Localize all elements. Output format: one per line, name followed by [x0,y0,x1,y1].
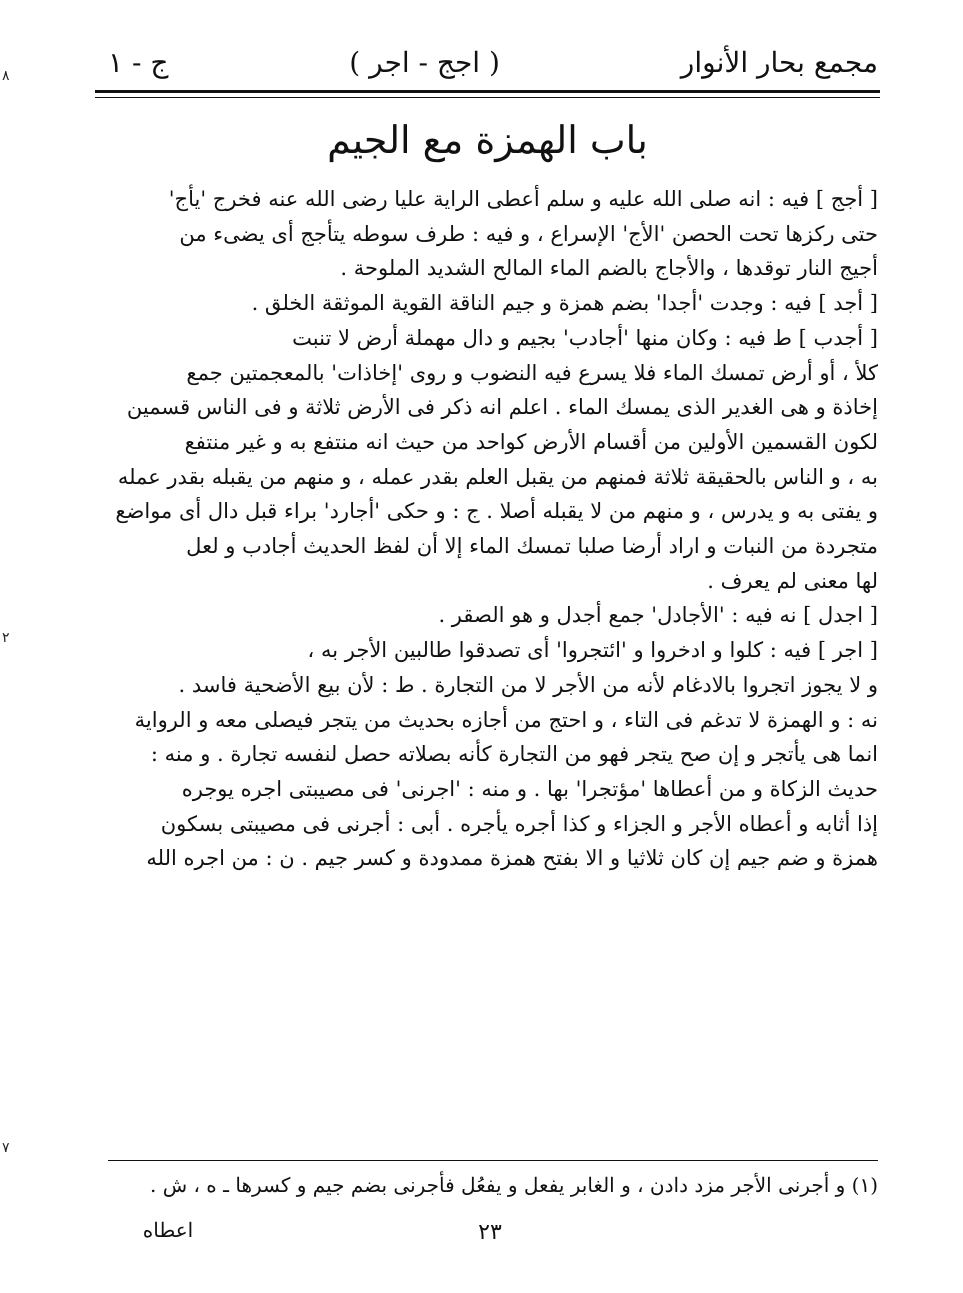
body-line: و لا يجوز اتجروا بالادغام لأنه من الأجر لا من التجارة . ط : لأن بيع الأضحية فاسد . [178,672,878,697]
catchword: اعطاه [142,1218,194,1242]
margin-mark: ۲ [2,630,10,646]
body-line: متجردة من النبات و اراد أرضا صلبا تمسك الماء إلا أن لفظ الحديث أجادب و لعل [186,534,878,559]
header-rule-thin [95,97,880,98]
body-text [98,182,878,876]
volume-label: ج - ١ [108,45,169,79]
body-line: و يفتى به و يدرس ، و منهم من لا يقبله أصلا . ج : و حكى 'أجارد' براء قبل دال أى مواضع [115,499,878,524]
chapter-title: باب الهمزة مع الجيم [327,118,648,162]
body-line: لكون القسمين الأولين من أقسام الأرض كواحد من حيث انه منتفع به و غير منتفع [184,429,878,454]
body-line: انما هى يأتجر و إن صح يتجر فهو من التجارة كأنه بصلاته حصل لنفسه تجارة . و منه : [150,742,878,767]
body-line: [ اجر ] فيه : كلوا و ادخروا و 'ائتجروا' أى تصدقوا طالبين الأجر به ، [307,638,878,663]
body-line: أجيج النار توقدها ، والأجاج بالضم الماء المالح الشديد الملوحة . [340,256,878,281]
section-range: ( اجج - اجر ) [349,45,500,79]
margin-mark: ۷ [2,1140,10,1156]
body-line: به ، و الناس بالحقيقة ثلاثة فمنهم من يقبل العلم بقدر عمله ، و منهم من يقبله بقدر عمله [117,464,878,489]
margin-mark: ۸ [2,68,10,84]
body-line: كلأ ، أو أرض تمسك الماء فلا يسرع فيه النضوب و روى 'إخاذات' بالمعجمتين جمع [186,360,878,385]
running-header [108,40,878,84]
body-line: إذا أثابه و أعطاه الأجر و الجزاء و كذا أجره يأجره . أبى : أجرنى فى مصيبتى بسكون [160,811,878,836]
body-line: إخاذة و هى الغدير الذى يمسك الماء . اعلم انه ذكر فى الأرض ثلاثة و فى الناس قسمين [126,395,878,420]
header-rule-thick [95,90,880,93]
footnote: (١) و أجرنى الأجر مزد دادن ، و الغابر يفعل و يفعُل فأجرنى بضم جيم و كسرها ـ ه ، ش . [150,1173,878,1197]
body-line: [ اجدل ] نه فيه : 'الأجادل' جمع أجدل و هو الصقر . [438,603,878,628]
body-line: حتى ركزها تحت الحصن 'الأج' الإسراع ، و فيه : طرف سوطه يتأجج أى يضىء من [179,221,878,246]
body-line: لها معنى لم يعرف . [707,568,878,593]
body-line: همزة و ضم جيم إن كان ثلاثيا و الا بفتح همزة ممدودة و كسر جيم . ن : من اجره الله [146,846,878,871]
body-line: نه : و الهمزة لا تدغم فى التاء ، و احتج من أجازه بحديث من يتجر فيصلى معه و الرواية [134,707,878,732]
body-line: [ أجدب ] ط فيه : وكان منها 'أجادب' بجيم و دال مهملة أرض لا تنبت [292,325,878,350]
page-number: ٢٣ [478,1220,502,1245]
body-line: [ أجد ] فيه : وجدت 'أجدا' بضم همزة و جيم الناقة القوية الموثقة الخلق . [251,291,878,316]
body-line: [ أجج ] فيه : انه صلى الله عليه و سلم أعطى الراية عليا رضى الله عنه فخرج 'يأج' [168,187,878,211]
body-line: حديث الزكاة و من أعطاها 'مؤتجرا' بها . و منه : 'اجرنى' فى مصيبتى اجره يوجره [181,776,878,801]
book-title: مجمع بحار الأنوار [680,45,878,79]
footnote-rule [108,1160,878,1161]
